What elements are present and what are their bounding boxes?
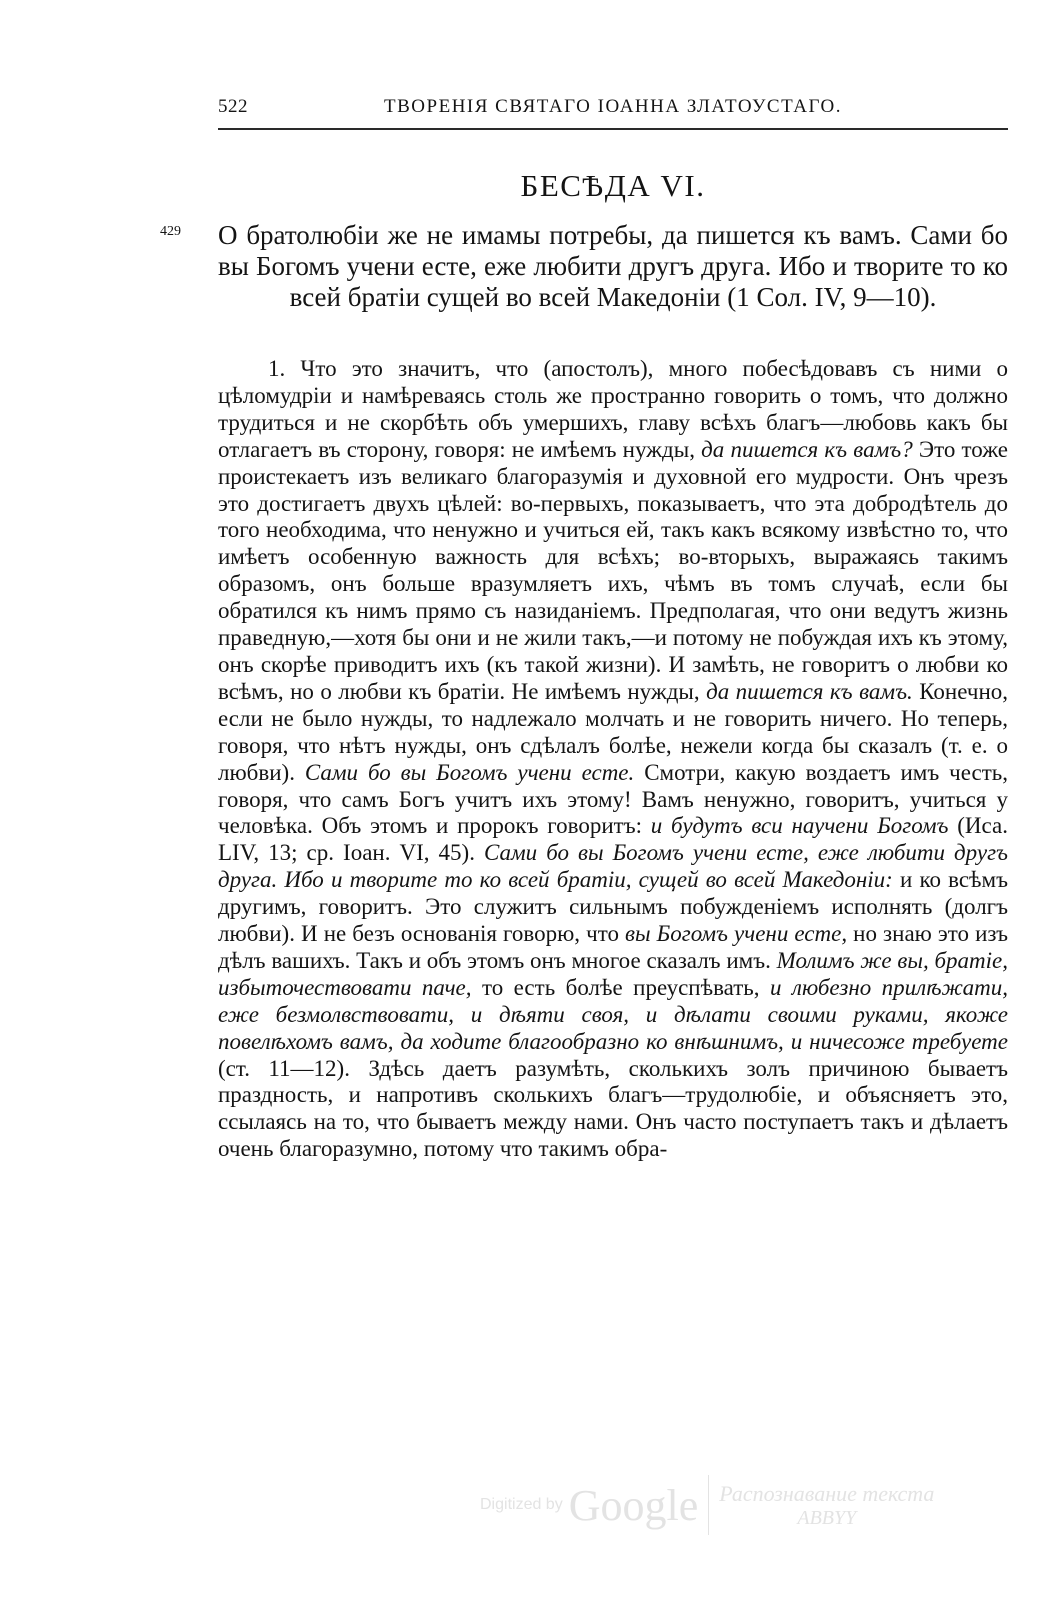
watermark-divider xyxy=(708,1475,709,1535)
body-run: Конечно, если не было нужды, то надлежало молчать и не говорить ничего. Но теперь, говоря, что нѣтъ нужды, онъ сдѣлалъ болѣе, нежели когда бы сказалъ (т. е. о любви). xyxy=(218,678,1009,785)
margin-number: 429 xyxy=(160,224,181,239)
italic-quote: Молимъ же вы, братіе, избыточествовати паче, xyxy=(218,947,1008,1000)
body-run: (ст. 11—12). Здѣсь даетъ разумѣть, сколькихъ золъ причиною бываетъ праздность, и напротивъ сколькихъ благъ—трудолюбіе, и объясняетъ это, ссылаясь на то, что бываетъ между нами. Онъ часто поступаетъ такъ и дѣлаетъ очень благоразумно, потому что такимъ обра- xyxy=(218,1055,1008,1162)
page-number: 522 xyxy=(218,96,248,117)
watermark-recognition xyxy=(719,1481,934,1530)
watermark-abbyy: ABBYY xyxy=(797,1506,857,1529)
body-run: Это тоже проистекаетъ изъ великаго благоразумія и духовной его мудрости. Онъ чрезъ это достигаетъ двухъ цѣлей: во-первыхъ, показываетъ, что эта добродѣтель до того необходима, что ненужно и учиться ей, такъ какъ всякому извѣстно то, что имѣетъ особенную важность для всѣхъ; во-вторыхъ, выражаясь такимъ образомъ, онъ больше вразумляетъ ихъ, чѣмъ въ томъ случаѣ, если бы обратился къ нимъ прямо съ назиданіемъ. Предполагая, что они ведутъ жизнь праведную,—хотя бы они и не жили такъ,—и потому не побуждая ихъ къ этому, онъ скорѣе приводитъ ихъ (къ такой жизни). И замѣть, не говоритъ о любви ко всѣмъ, но о любви къ братіи. Не имѣемъ нужды, xyxy=(218,436,1008,704)
italic-quote: вы Богомъ учени есте, xyxy=(625,921,848,947)
italic-quote: и будутъ вси научени Богомъ xyxy=(650,813,949,839)
italic-quote: и любезно прилѣжати, еже безмолвствовати, и дѣяти своя, и дѣлати своими руками, якоже повелѣхомъ вамъ, да ходите благообразно ко внѣшнимъ, и ничесоже требуете xyxy=(218,974,1008,1054)
italic-quote: Сами бо вы Богомъ учени есте, еже любити другъ друга. Ибо и творите то ко всей братіи, сущей во всей Македоніи: xyxy=(218,840,1008,893)
italic-quote: да пишется къ вамъ. xyxy=(706,678,913,704)
body-run: но знаю это изъ дѣлъ вашихъ. Такъ и объ этомъ онъ многое сказалъ имъ. xyxy=(218,921,1009,973)
google-logo: Google xyxy=(568,1480,699,1530)
italic-quote: Сами бо вы Богомъ учени есте. xyxy=(304,759,635,785)
watermark-digitized: Digitized by xyxy=(480,1496,563,1513)
running-head xyxy=(218,96,1008,124)
body-run: то есть болѣе преуспѣвать, xyxy=(471,974,770,1000)
running-title: ТВОРЕНІЯ СВЯТАГО ІОАННА ЗЛАТОУСТАГО. xyxy=(384,96,842,117)
body-text xyxy=(218,356,1008,1163)
italic-quote: да пишется къ вамъ? xyxy=(701,436,913,462)
homily-title: БЕСѢДА VI. xyxy=(520,168,706,203)
header-rule xyxy=(218,128,1008,130)
body-run: 1. Что это значитъ, что (апостолъ), много побесѣдовавъ съ ними о цѣломудріи и намѣреваясь столь же пространно говорить о томъ, что должно трудиться и не скорбѣть объ умершихъ, главу всѣхъ благъ—любовь какъ бы отлагаетъ въ сторону, говоря: не имѣемъ нужды, xyxy=(218,356,1008,462)
digitized-watermark xyxy=(480,1470,1000,1540)
epigraph: О братолюбіи же не имамы потребы, да пишется къ вамъ. Сами бо вы Богомъ учени есте, еже любити другъ друга. Ибо и творите то ко всей братіи сущей во всей Македоніи (1 Сол. IV, 9—10). xyxy=(218,220,1008,312)
watermark-recognition-text: Распознавание текста xyxy=(719,1480,935,1506)
body-run: (Иса. LIV, 13; ср. Іоан. VI, 45). xyxy=(218,813,1008,866)
body-run: Смотри, какую воздаетъ имъ честь, говоря, что самъ Богъ учитъ ихъ этому! Вамъ ненужно, говоритъ, учиться у человѣка. Объ этомъ и пророкъ говоритъ: xyxy=(218,759,1009,839)
body-run: и ко всѣмъ другимъ, говоритъ. Это служитъ сильнымъ побужденіемъ исполнять (долгъ любви). И не безъ основанія говорю, что xyxy=(218,867,1008,947)
